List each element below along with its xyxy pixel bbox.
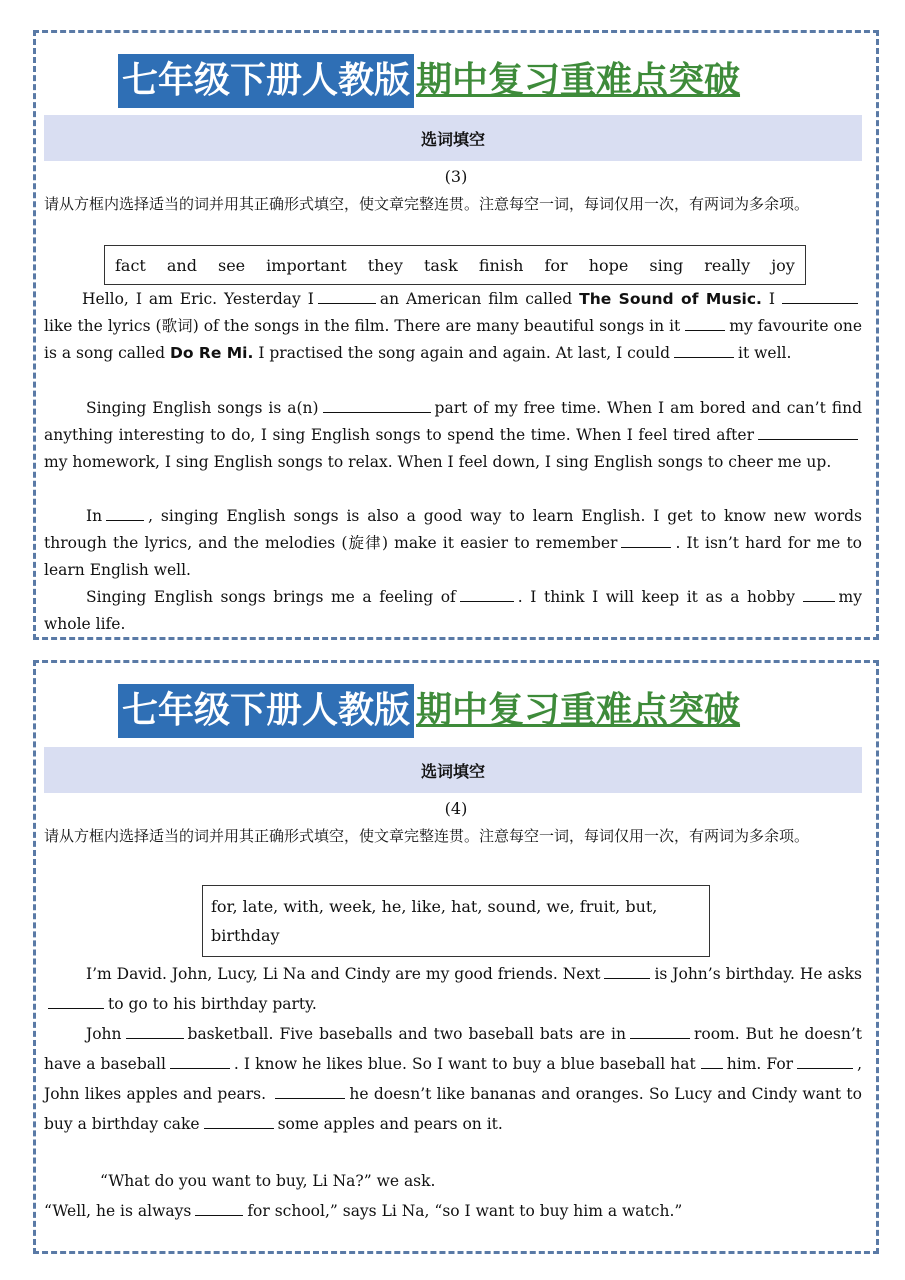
blank-5[interactable] <box>170 1054 230 1069</box>
blank-9[interactable] <box>460 587 514 602</box>
word-bank-item: sing <box>649 255 684 275</box>
paragraph-1: Hello, I am Eric. Yesterday I an American film called The Sound of Music. I like the lyrics (歌词) of the songs in the film. There are many beautiful songs in it my favourite one is a song called Do Re Mi. I practised the song again and again. At last, I could it well. <box>44 290 862 362</box>
blank-2[interactable] <box>48 994 104 1009</box>
instruction-text: 请从方框内选择适当的词并用其正确形式填空，使文章完整连贯。注意每空一词，每词仅用一次，有两词为多余项。 <box>44 827 810 845</box>
paragraph-4: “Well, he is always for school,” says Li Na, “so I want to buy him a watch.” <box>44 1202 683 1220</box>
word-bank-item: really <box>704 255 751 275</box>
word-bank-item: finish <box>478 255 524 275</box>
word-bank-item: hope <box>588 255 629 275</box>
word-bank-item: joy <box>771 255 795 275</box>
title-green-part: 期中复习重难点突破 <box>416 60 741 101</box>
paragraph-2: Singing English songs is a(n) part of my free time. When I am bored and can’t find anything interesting to do, I sing English songs to spend the time. When I feel tired aftermy homework, I sing English songs to relax. When I feel down, I sing English songs to cheer me up. <box>44 399 862 471</box>
exercise-panel-3 <box>33 30 879 640</box>
word-bank-item: they <box>367 255 403 275</box>
song-title: Do Re Mi. <box>170 344 254 362</box>
title-green-part: 期中复习重难点突破 <box>416 690 741 731</box>
paragraph-3: In , singing English songs is also a good way to learn English. I get to know new words through the lyrics, and the melodies (旋律) make it easier to remember . It isn’t hard for me to learn English well. <box>44 507 862 579</box>
blank-7[interactable] <box>797 1054 853 1069</box>
word-bank-item: important <box>266 255 347 275</box>
paragraph-3: “What do you want to buy, Li Na?” we ask. <box>100 1172 436 1190</box>
blank-10[interactable] <box>195 1201 243 1216</box>
word-bank-box <box>104 245 806 285</box>
blank-3[interactable] <box>126 1024 184 1039</box>
section-heading: 选词填空 <box>420 761 485 781</box>
blank-6[interactable] <box>701 1054 723 1069</box>
section-heading-bar <box>44 747 862 793</box>
blank-8[interactable] <box>621 533 671 548</box>
word-bank-item: for <box>544 255 568 275</box>
exercise-panel-4 <box>33 660 879 1254</box>
blank-4[interactable] <box>674 343 734 358</box>
section-heading: 选词填空 <box>420 129 485 149</box>
film-title: The Sound of Music. <box>579 290 762 308</box>
blank-1[interactable] <box>318 289 376 304</box>
blank-2[interactable] <box>782 289 858 304</box>
title-blue-part: 七年级下册人教版 <box>118 684 414 738</box>
section-heading-bar <box>44 115 862 161</box>
blank-7[interactable] <box>106 506 144 521</box>
exercise-number: (3) <box>444 167 468 186</box>
blank-5[interactable] <box>323 398 431 413</box>
paragraph-2: John basketball. Five baseballs and two baseball bats are in room. But he doesn’t have a baseball . I know he likes blue. So I want to buy a blue baseball hat him. For , John likes apples and pears. he doesn’t like bananas and oranges. So Lucy and Cindy want to buy a birthday cake some apples and pears on it. <box>44 1025 862 1133</box>
word-bank-text: for, late, with, week, he, like, hat, sound, we, fruit, but, birthday <box>211 897 658 945</box>
page-title <box>118 53 740 109</box>
page-title <box>118 683 740 739</box>
word-bank-item: see <box>217 255 246 275</box>
word-bank-item: and <box>166 255 197 275</box>
blank-8[interactable] <box>275 1084 345 1099</box>
word-bank-item: task <box>423 255 458 275</box>
blank-1[interactable] <box>604 964 650 979</box>
blank-9[interactable] <box>204 1114 274 1129</box>
word-bank-item: fact <box>115 255 146 275</box>
blank-10[interactable] <box>803 587 835 602</box>
paragraph-4: Singing English songs brings me a feeling of . I think I will keep it as a hobby my whole life. <box>44 588 862 633</box>
instruction-text: 请从方框内选择适当的词并用其正确形式填空，使文章完整连贯。注意每空一词，每词仅用一次，有两词为多余项。 <box>44 195 810 213</box>
title-blue-part: 七年级下册人教版 <box>118 54 414 108</box>
blank-3[interactable] <box>685 316 725 331</box>
word-bank-box <box>202 885 710 957</box>
exercise-number: (4) <box>444 799 468 818</box>
blank-6[interactable] <box>758 425 858 440</box>
paragraph-1: I’m David. John, Lucy, Li Na and Cindy are my good friends. Next is John’s birthday. He asksto go to his birthday party. <box>44 959 862 1019</box>
blank-4[interactable] <box>630 1024 690 1039</box>
